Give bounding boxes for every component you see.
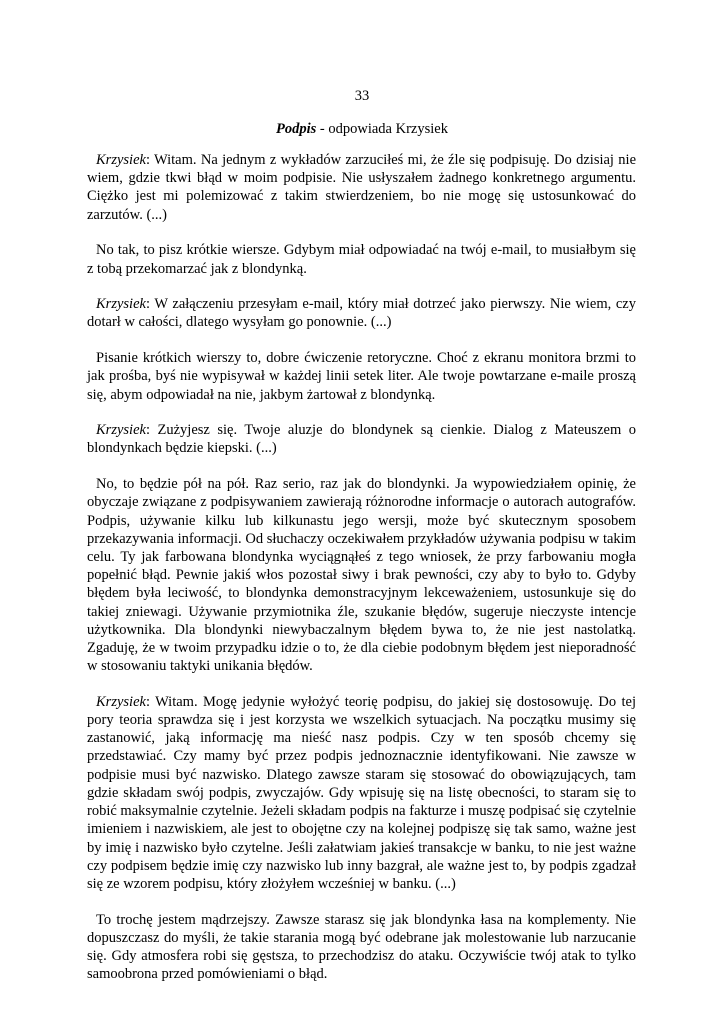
paragraph-text: No, to będzie pół na pół. Raz serio, raz jak do blondynki. Ja wypowiedziałem opinię, że obyczaje związane z podpisywaniem zawierają różnorodne informacje o autorach autografów. Podpis, używanie kilku lub kilkunastu jego wersji, może być skutecznym sposobem przekazywania informacji. Od słuchaczy oczekiwałem przykładów używania podpisu w takim celu. Ty jak farbowana blondynka wyciągnąłeś z tego wniosek, że przy farbowaniu mogła popełnić błąd. Pewnie jakiś włos pozostał siwy i brak pewności, czy aby to było to. Gdyby błędem była leciwość, to blondynka demonstracyjnym lekceważeniem, ustosunkuje się do takiej zniewagi. Używanie przymiotnika źle, szukanie błędów, sugeruje nieczyste intencje użytkownika. Dla blondynki niewybaczalnym błędem bywa to, że nie jest nastolatką. Zgaduję, że w twoim przypadku idzie o to, że dla ciebie podobnym błędem jest nieporadność w stosowaniu taktyki unikania błędów. <box>87 476 636 675</box>
paragraph-text: : Zużyjesz się. Twoje aluzje do blondynek są cienkie. Dialog z Mateuszem o blondynkach będzie kiepski. (...) <box>87 422 636 457</box>
speaker-name: Krzysiek <box>96 693 146 710</box>
paragraph-text: Pisanie krótkich wierszy to, dobre ćwiczenie retoryczne. Choć z ekranu monitora brzmi to jak prośba, byś nie wypisywał w każdej linii setek liter. Ale twoje powtarzane e-maile proszą się, abym odpowiadał na nie, jakbym żartował z blondynką. <box>87 350 636 403</box>
paragraph-text: No tak, to pisz krótkie wiersze. Gdybym miał odpowiadać na twój e-mail, to musiałbym się z tobą przekomarzać jak z blondynką. <box>87 242 636 277</box>
paragraph <box>87 693 636 893</box>
speaker-name: Krzysiek <box>96 422 146 439</box>
paragraph-text: : W załączeniu przesyłam e-mail, który miał dotrzeć jako pierwszy. Nie wiem, czy dotarł w całości, dlatego wysyłam go ponownie. (...) <box>87 296 636 331</box>
speaker-name: Krzysiek <box>96 296 146 313</box>
paragraph <box>87 475 636 675</box>
paragraph-text: : Witam. Mogę jedynie wyłożyć teorię podpisu, do jakiej się dostosowuję. Do tej pory teoria sprawdza się i jest korzysta we wszelkich sytuacjach. Na początku musimy się zastanowić, jaką informację ma nieść nasz podpis. Czy w ten sposób chcemy się przedstawiać. Czy mamy być przez podpis jednoznacznie identyfikowani. Nie zawsze w podpisie musi być nazwisko. Dlatego zawsze staram się stosować do obowiązujących, tam gdzie składam swój podpis, zwyczajów. Gdy wpisuję się na listę obecności, to staram się to robić maksymalnie czytelnie. Jeżeli składam podpis na fakturze i muszę podpisać się czytelnie imieniem i nazwiskiem, ale jest to obojętne czy na kolejnej podpiszę się tak samo, ważne jest by imię i nazwisko było czytelne. Jeśli załatwiam jakieś transakcje w banku, to nie jest ważne czy podpisem będzie imię czy nazwisko lub inny bazgrał, ale ważne jest to, by podpis zgadzał się ze wzorem podpisu, który złożyłem wcześniej w banku. (...) <box>87 693 636 892</box>
paragraph <box>87 349 636 404</box>
paragraph <box>87 421 636 457</box>
paragraph <box>87 151 636 224</box>
title-rest: - odpowiada Krzysiek <box>316 121 448 137</box>
speaker-name: Krzysiek <box>96 152 146 168</box>
document-body <box>87 151 636 1001</box>
paragraph-text: To trochę jestem mądrzejszy. Zawsze starasz się jak blondynka łasa na komplementy. Nie dopuszczasz do myśli, że takie starania mogą być odebrane jak molestowanie lub narzucanie się. Gdy atmosfera robi się gęstsza, to przechodzisz do ataku. Oczywiście twój atak to tylko samoobrona przed pomówieniami o błąd. <box>87 911 636 983</box>
title-emphasis: Podpis <box>276 121 317 137</box>
paragraph-text: : Witam. Na jednym z wykładów zarzuciłeś mi, że źle się podpisuję. Do dzisiaj nie wiem, gdzie tkwi błąd w moim podpisie. Nie usłyszałem żadnego konkretnego argumentu. Ciężko jest mi polemizować z takim stwierdzeniem, bo nie mogę się ustosunkować do zarzutów. (...) <box>87 152 636 223</box>
paragraph <box>87 295 636 331</box>
page-number: 33 <box>354 88 370 104</box>
paragraph <box>87 911 636 984</box>
paragraph <box>87 241 636 277</box>
section-title <box>0 120 724 138</box>
